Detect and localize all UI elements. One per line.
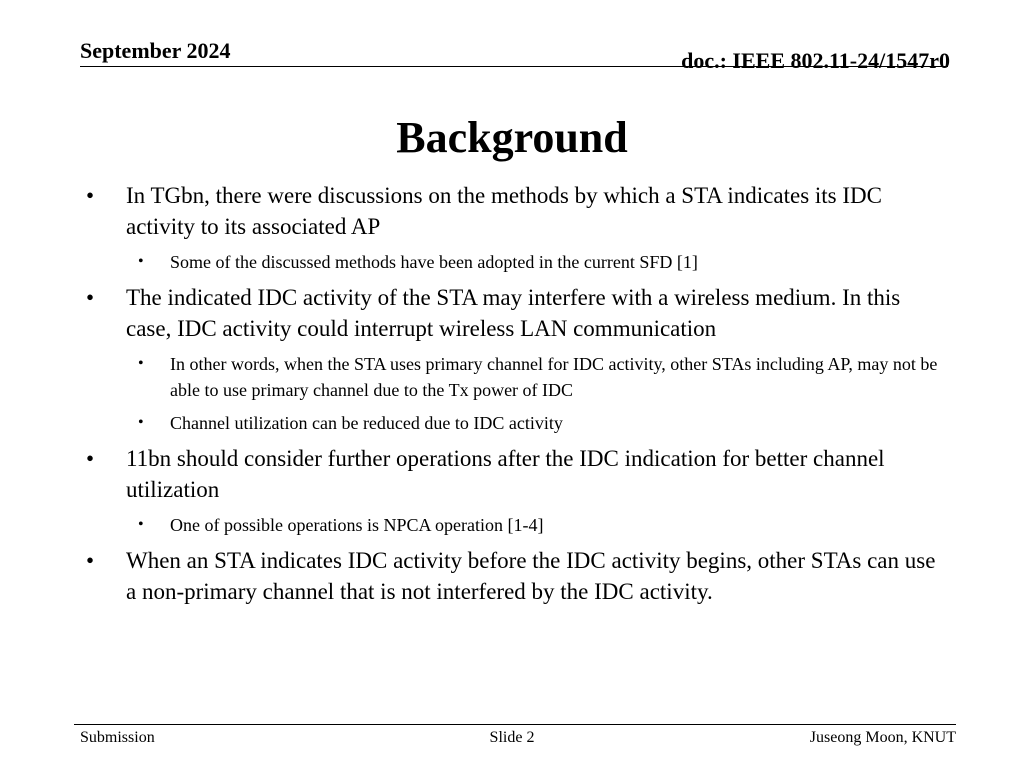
slide-body — [80, 180, 950, 607]
bullet-dot-icon: • — [86, 446, 95, 471]
header-date: September 2024 — [80, 38, 231, 63]
sub-bullet-item — [80, 351, 950, 403]
bullet-item — [80, 443, 950, 505]
bullet-dot-icon: • — [86, 183, 95, 208]
sub-bullet-text: Channel utilization can be reduced due to IDC activity — [170, 413, 563, 433]
sub-bullet-dot-icon: • — [138, 414, 144, 431]
bullet-text: In TGbn, there were discussions on the methods by which a STA indicates its IDC activity to its associated AP — [126, 183, 882, 239]
bullet-dot-icon: • — [86, 548, 95, 573]
sub-bullet-dot-icon: • — [138, 516, 144, 533]
sub-bullet-item — [80, 512, 950, 538]
bullet-item — [80, 282, 950, 344]
header-doc-id: doc.: IEEE 802.11-24/1547r0 — [681, 48, 950, 73]
bullet-group-1 — [80, 180, 950, 275]
bullet-text: The indicated IDC activity of the STA may interfere with a wireless medium. In this case, IDC activity could interrupt wireless LAN communication — [126, 285, 901, 341]
sub-bullet-dot-icon: • — [138, 355, 144, 372]
sub-bullet-item — [80, 410, 950, 436]
bullet-dot-icon: • — [86, 285, 95, 310]
footer-slide-number: Slide 2 — [489, 729, 535, 746]
footer-submission: Submission — [80, 729, 155, 746]
sub-bullet-text: One of possible operations is NPCA operation [1-4] — [170, 515, 544, 535]
slide-title: Background — [396, 113, 628, 162]
bullet-group-3 — [80, 443, 950, 538]
bullet-group-2 — [80, 282, 950, 436]
sub-bullet-item — [80, 249, 950, 275]
bullet-group-4 — [80, 545, 950, 607]
sub-bullet-text: In other words, when the STA uses primary channel for IDC activity, other STAs including AP, may not be able to use primary channel due to the Tx power of IDC — [170, 354, 938, 400]
bullet-item — [80, 180, 950, 242]
bullet-item — [80, 545, 950, 607]
bullet-text: 11bn should consider further operations after the IDC indication for better channel utilization — [126, 446, 885, 502]
sub-bullet-text: Some of the discussed methods have been adopted in the current SFD [1] — [170, 252, 698, 272]
footer-author: Juseong Moon, KNUT — [809, 729, 956, 746]
bullet-text: When an STA indicates IDC activity before the IDC activity begins, other STAs can use a non-primary channel that is not interfered by the IDC activity. — [126, 548, 936, 604]
header-divider — [80, 66, 948, 67]
footer-divider — [74, 724, 956, 725]
sub-bullet-dot-icon: • — [138, 253, 144, 270]
